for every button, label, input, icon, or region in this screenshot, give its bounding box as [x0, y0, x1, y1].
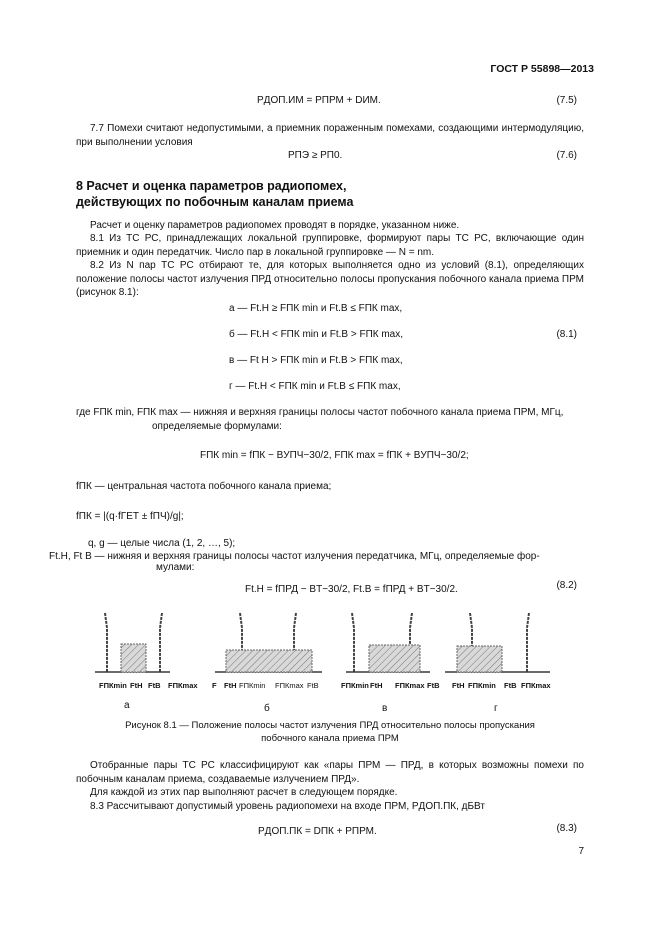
equation-8-3-number: (8.3)	[556, 823, 577, 834]
conditions-list	[229, 303, 403, 407]
condition-v: в — Ft H > FПК min и Ft.B > FПК max,	[229, 355, 403, 366]
equation-8-3: PДОП.ПК = DПК + PПРМ.	[258, 826, 377, 837]
label-a-1: FПКmin	[99, 681, 127, 690]
figure-caption	[76, 720, 584, 745]
panel-v-label: в	[382, 703, 388, 714]
equation-8-2-number: (8.2)	[556, 580, 577, 591]
label-b-3: FПКmin	[239, 681, 266, 690]
definition-ft-line1: Ft.H, Ft B — нижняя и верхняя границы полосы частот излучения передатчика, МГц, определяемые фор-	[49, 551, 540, 562]
label-b-2: FtH	[224, 681, 237, 690]
where-line2: определяемые формулами:	[152, 421, 282, 432]
where-block	[76, 406, 584, 434]
condition-g: г — Ft.H < FПК min и Ft.B ≤ FПК max,	[229, 381, 401, 392]
equation-7-6: PПЭ ≥ PП0.	[288, 150, 343, 161]
equation-7-5-number: (7.5)	[556, 95, 577, 106]
label-b-4: FПКmax	[275, 681, 304, 690]
equation-7-5: PДОП.ИМ = PПРМ + DИМ.	[257, 95, 381, 106]
paragraph-each: Для каждой из этих пар выполняют расчет в следующем порядке.	[90, 787, 398, 798]
condition-a: а — Ft.H ≥ FПК min и Ft.B ≤ FПК max,	[229, 303, 403, 314]
figure-8-1	[90, 608, 570, 716]
standard-header: ГОСТ Р 55898—2013	[490, 63, 594, 75]
paragraph-7-7: 7.7 Помехи считают недопустимыми, а приемник пораженным помехами, создающими интермодуляцию, при выполнении условия	[76, 123, 584, 148]
equation-7-6-number: (7.6)	[556, 150, 577, 161]
panel-b-diagram	[215, 613, 322, 672]
panel-b-label: б	[264, 703, 270, 714]
label-b-1: F	[212, 681, 217, 690]
where-line1: где FПК min, FПК max — нижняя и верхняя границы полосы частот побочного канала приема ПРМ, МГц,	[76, 407, 564, 418]
paragraph-intro: Расчет и оценку параметров радиопомех проводят в порядке, указанном ниже.	[90, 220, 460, 231]
definition-ft-line2: мулами:	[156, 562, 195, 573]
panel-g-label: г	[494, 703, 498, 714]
panel-a-label: а	[124, 700, 130, 711]
figure-caption-line1: Рисунок 8.1 — Положение полосы частот излучения ПРД относительно полосы пропускания	[125, 720, 535, 731]
equation-8-1-number: (8.1)	[556, 329, 577, 340]
label-a-3: FtB	[148, 681, 161, 690]
condition-b: б — Ft.H < FПК min и Ft.B > FПК max,	[229, 329, 404, 340]
label-g-4: FПКmax	[521, 681, 551, 690]
label-v-3: FПКmax	[395, 681, 425, 690]
definition-fpk: fПК — центральная частота побочного канала приема;	[76, 481, 332, 492]
equation-8-2: Ft.H = fПРД − BT−30/2, Ft.B = fПРД + BT−30/2.	[245, 584, 458, 595]
definition-ft	[49, 551, 584, 573]
figure-caption-line2: побочного канала приема ПРМ	[261, 732, 399, 744]
page-number: 7	[578, 846, 584, 857]
formula-fpk-center: fПК = |(q·fГЕТ ± fПЧ)/g|;	[76, 511, 184, 522]
label-v-2: FtH	[370, 681, 383, 690]
panel-v-diagram	[346, 613, 430, 672]
label-b-5: FtB	[307, 681, 319, 690]
section-8-title	[76, 178, 596, 210]
section-8-title-line2: действующих по побочным каналам приема	[76, 195, 354, 209]
label-a-4: FПКmax	[168, 681, 198, 690]
label-a-2: FtH	[130, 681, 143, 690]
paragraph-pairs: Отобранные пары ТС РС классифицируют как «пары ПРМ — ПРД, в которых возможны помехи по побочным каналам приема, создаваемые излучением ПРД».	[76, 760, 584, 785]
label-g-2: FПКmin	[468, 681, 496, 690]
label-v-1: FПКmin	[341, 681, 369, 690]
panel-a-diagram	[95, 613, 170, 672]
paragraph-8-3: 8.3 Рассчитывают допустимый уровень радиопомехи на входе ПРМ, PДОП.ПК, дБВт	[90, 801, 485, 812]
definition-qg: q, g — целые числа (1, 2, …, 5);	[88, 538, 236, 549]
label-g-1: FtH	[452, 681, 465, 690]
formula-fpk: FПК min = fПК − BУПЧ−30/2, FПК max = fПК + BУПЧ−30/2;	[200, 450, 469, 461]
paragraph-8-1: 8.1 Из ТС РС, принадлежащих локальной группировке, формируют пары ТС РС, включающие один приемник и один передатчик. Число пар в локальной группировке — N = nm.	[76, 233, 584, 258]
paragraph-8-2: 8.2 Из N пар ТС РС отбирают те, для которых выполняется одно из условий (8.1), определяющих положение полосы частот излучения ПРД относительно полосы пропускания побочного канала приема ПРМ (рисунок 8.1):	[76, 260, 584, 299]
panel-g-diagram	[445, 613, 550, 672]
section-8-title-line1: 8 Расчет и оценка параметров радиопомех,	[76, 179, 347, 193]
label-v-4: FtB	[427, 681, 440, 690]
label-g-3: FtB	[504, 681, 517, 690]
